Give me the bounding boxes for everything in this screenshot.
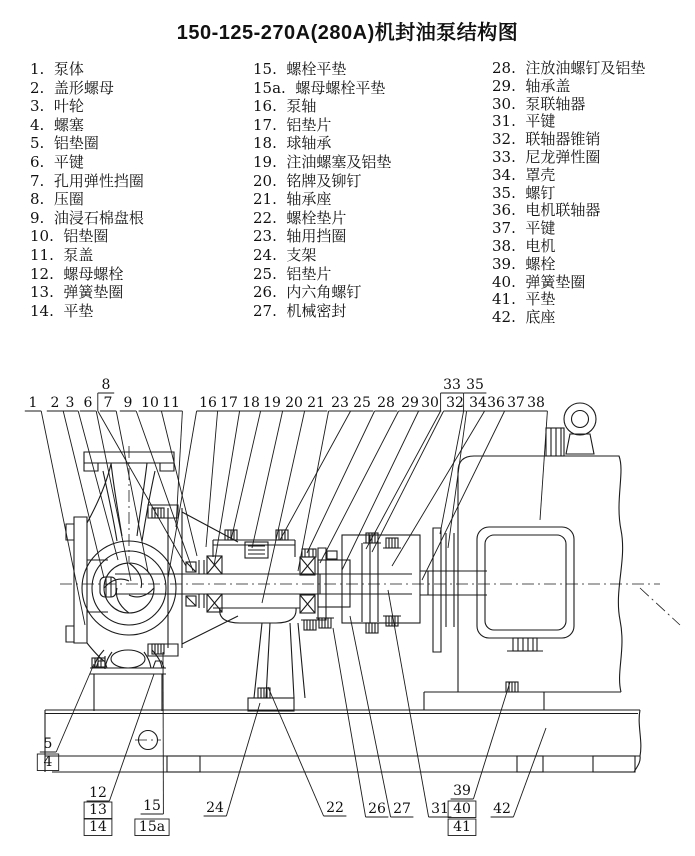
drain-plug [92,656,105,669]
callout-6: 6 [83,395,93,411]
page-title: 150-125-270A(280A)机封油泵结构图 [176,22,519,44]
parts-list-item: 12. 螺母螺栓 [30,264,124,283]
callout-23: 23 [331,395,349,411]
leader-line [63,411,104,578]
callout-9: 9 [123,395,133,411]
parts-list-item: 15. 螺栓平垫 [253,60,347,78]
callout-16: 16 [199,395,217,411]
callout-27: 27 [393,801,411,817]
callout-32: 32 [446,395,464,411]
callout-33: 33 [443,377,461,393]
parts-list-item: 31. 平键 [492,112,556,131]
parts-list-item: 29. 轴承盖 [492,76,571,95]
leader-line [392,411,485,566]
callout-35: 35 [466,377,484,393]
support-bracket [248,623,305,711]
leader-line [161,411,197,556]
callout-40: 40 [453,801,471,817]
parts-list-item: 22. 螺栓垫片 [253,208,347,227]
parts-list-item: 3. 叶轮 [30,97,84,116]
callout-8: 8 [101,377,111,393]
parts-list-item: 28. 注放油螺钉及铝垫 [492,59,646,77]
parts-list-column-3 [492,60,645,327]
parts-list-item: 15a. 螺母螺栓平垫 [253,78,386,97]
callout-21: 21 [307,395,325,411]
callout-30: 30 [421,395,439,411]
callout-18: 18 [242,395,260,411]
leader-line [56,664,94,752]
parts-list-column-2 [253,60,391,320]
callout-22: 22 [326,800,344,816]
callout-39: 39 [453,783,471,799]
leader-line [231,411,261,540]
leader-line [350,616,391,817]
callout-24: 24 [206,800,224,816]
parts-list-item: 26. 内六角螺钉 [253,283,362,302]
parts-list-item: 5. 铝垫圈 [30,134,99,153]
leader-line [136,411,193,571]
callout-42: 42 [493,801,511,817]
leader-line [366,411,441,549]
callout-7: 7 [103,395,113,411]
callout-2: 2 [50,395,60,411]
leader-line [268,687,324,816]
parts-list-item: 6. 平键 [30,152,84,171]
parts-list-item: 39. 螺栓 [492,254,556,273]
parts-list-item: 23. 轴用挡圈 [253,227,347,246]
parts-list-item: 10. 铝垫圈 [30,227,109,246]
parts-list-item: 18. 球轴承 [253,134,332,153]
parts-list-item: 1. 泵体 [30,60,84,78]
parts-list-column-1 [30,60,144,320]
parts-list-item: 20. 铭牌及铆钉 [253,171,362,190]
callout-19: 19 [263,395,281,411]
pump-cover [148,505,238,656]
leader-line [333,628,366,817]
callout-10: 10 [141,395,159,411]
leader-line [109,674,154,801]
baseplate [45,710,641,772]
nameplate [245,542,268,558]
callout-5: 5 [43,736,53,752]
leader-line [307,411,375,553]
callout-31: 31 [431,801,449,817]
parts-list-item: 25. 铝垫片 [253,264,332,283]
parts-list-item: 7. 孔用弹性挡圈 [30,171,144,190]
parts-list-item: 36. 电机联轴器 [492,201,601,220]
parts-list-item: 37. 平键 [492,219,556,238]
parts-list-item: 41. 平垫 [492,290,556,309]
callout-11: 11 [162,395,180,411]
leader-line [388,590,429,817]
callout-17: 17 [220,395,238,411]
parts-list-item: 14. 平垫 [30,301,94,320]
callout-41: 41 [453,819,471,835]
callout-3: 3 [65,395,75,411]
lifting-eyebolt [564,403,596,454]
leader-line [342,411,419,570]
leader-line [214,411,240,566]
pump-casing [66,464,176,661]
pump-structure-diagram [0,372,695,856]
parts-list-item: 2. 盖形螺母 [30,78,114,97]
callout-36: 36 [487,395,505,411]
parts-list-item: 34. 罩壳 [492,165,556,184]
callout-12: 12 [89,785,107,801]
callout-20: 20 [285,395,303,411]
callout-13: 13 [89,802,107,818]
parts-list-item: 33. 尼龙弹性圈 [492,147,601,166]
callout-37: 37 [507,395,525,411]
impeller [100,563,154,613]
callout-15: 15 [143,798,161,814]
callout-38: 38 [527,395,545,411]
leader-line [206,411,218,547]
parts-list-item: 8. 压圈 [30,190,84,209]
leader-line [540,411,547,520]
parts-list-item: 38. 电机 [492,236,556,255]
leader-line [226,703,260,816]
callout-34: 34 [469,395,487,411]
callout-28: 28 [377,395,395,411]
leader-line [252,411,283,548]
parts-list-item: 16. 泵轴 [253,97,317,116]
parts-list-item: 30. 泵联轴器 [492,94,586,113]
parts-list-item: 19. 注油螺塞及铝垫 [253,152,392,171]
parts-list-item: 27. 机械密封 [253,301,347,320]
parts-list-item: 42. 底座 [492,308,556,327]
callout-4: 4 [43,754,53,770]
callout-layer [25,377,548,836]
oil-plug [302,549,337,559]
motor-end-frame [477,527,574,638]
leader-line [320,411,399,563]
parts-list-item: 4. 螺塞 [30,115,84,134]
callout-25: 25 [353,395,371,411]
parts-list-item: 24. 支架 [253,245,317,264]
parts-list-item: 21. 轴承座 [253,190,332,209]
parts-list-item: 32. 联轴器锥销 [492,130,601,149]
callout-15a: 15a [138,819,166,835]
leader-line [78,411,118,560]
motor-foot-bolt [503,682,521,692]
discharge-flange [84,446,174,562]
leader-line [298,411,329,571]
leader-line [41,411,85,625]
callout-1: 1 [28,395,38,411]
parts-list-item: 9. 油浸石棉盘根 [30,208,144,227]
terminal-ribs [507,428,564,651]
callout-26: 26 [368,801,386,817]
leader-line [440,411,464,534]
leader-line [176,411,182,527]
callout-29: 29 [401,395,419,411]
parts-list-item: 11. 泵盖 [30,245,94,264]
parts-list-item: 40. 弹簧垫圈 [492,272,586,291]
leader-line [473,682,510,799]
parts-list-item: 17. 铝垫片 [253,115,332,134]
callout-14: 14 [89,819,107,835]
leader-line [96,411,131,581]
parts-list-item: 35. 螺钉 [492,183,556,202]
parts-list-item: 13. 弹簧垫圈 [30,283,124,302]
